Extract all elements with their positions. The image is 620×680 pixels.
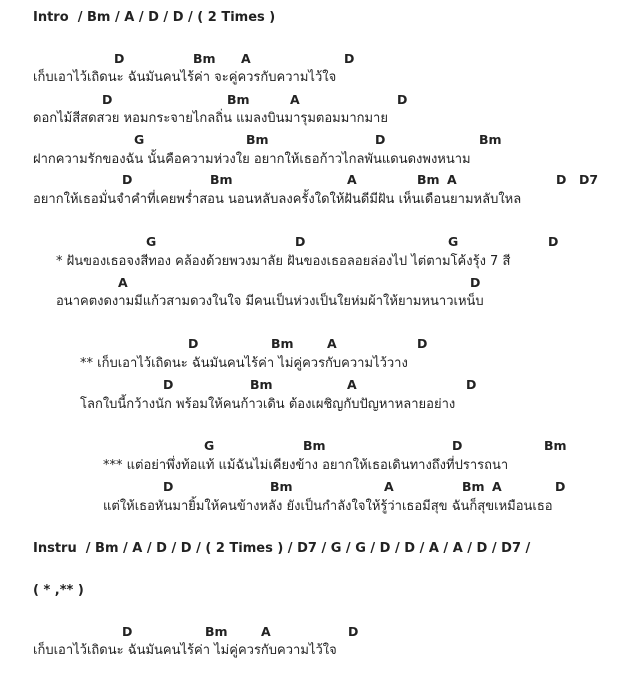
lyric-line: อนาคตงดงามมีแก้วสามดวงในใจ มีคนเป็นห่วงเป็นใยห่มผ้าให้ยามหนาวเหน็บ bbox=[56, 294, 484, 309]
chord: D bbox=[163, 377, 174, 392]
chord: A bbox=[327, 336, 337, 351]
chord: G bbox=[448, 234, 459, 249]
chord: D7 bbox=[579, 172, 599, 187]
chord: D bbox=[344, 51, 355, 66]
chord: Bm bbox=[227, 92, 250, 107]
chord: G bbox=[134, 132, 145, 147]
chord-row bbox=[0, 377, 620, 393]
chord: G bbox=[204, 438, 215, 453]
chord: D bbox=[397, 92, 408, 107]
instru-label: Instru bbox=[33, 541, 77, 556]
lyric-line: โลกใบนี้กว้างนัก พร้อมให้คนก้าวเดิน ต้องเผชิญกับปัญหาหลายอย่าง bbox=[80, 397, 456, 412]
lyric-line: อยากให้เธอมั่นจำคำที่เคยพร่ำสอน นอนหลับลงครั้งใดให้ฝันดีมีฝัน เห็นเดือนยามหลับใหล bbox=[33, 192, 522, 207]
lyric-line: แต่ให้เธอหันมายิ้มให้คนข้างหลัง ยังเป็นกำลังใจให้รู้ว่าเธอมีสุข ฉันก็สุขเหมือนเธอ bbox=[103, 499, 553, 514]
chord-row bbox=[0, 234, 620, 250]
chord-row bbox=[0, 624, 620, 640]
chord: D bbox=[452, 438, 463, 453]
intro-line bbox=[33, 9, 275, 27]
instru-line bbox=[33, 540, 530, 558]
chord: G bbox=[146, 234, 157, 249]
chord: D bbox=[417, 336, 428, 351]
lyric-line: *** แต่อย่าพึ่งท้อแท้ แม้ฉันไม่เคียงข้าง อยากให้เธอเดินทางถึงที่ปรารถนา bbox=[103, 458, 509, 473]
chord: Bm bbox=[544, 438, 567, 453]
chord: A bbox=[347, 377, 357, 392]
chord: D bbox=[348, 624, 359, 639]
chord-row bbox=[0, 336, 620, 352]
chord-row bbox=[0, 479, 620, 495]
chord: A bbox=[290, 92, 300, 107]
intro-label: Intro bbox=[33, 10, 69, 25]
chord: Bm bbox=[205, 624, 228, 639]
lyric-line: เก็บเอาไว้เถิดนะ ฉันมันคนไร้ค่า ไม่คู่ควรกับความไว้ใจ bbox=[33, 643, 337, 658]
chord: Bm bbox=[193, 51, 216, 66]
chord: D bbox=[114, 51, 125, 66]
chord: Bm bbox=[270, 479, 293, 494]
chord: A bbox=[492, 479, 502, 494]
chord-row bbox=[0, 275, 620, 291]
chord: A bbox=[118, 275, 128, 290]
repeat-marker: ( * ,** ) bbox=[33, 583, 84, 598]
chord-row bbox=[0, 51, 620, 67]
lyric-line: ฝากความรักของฉัน นั้นคือความห่วงใย อยากให้เธอก้าวไกลพันแดนดงพงหนาม bbox=[33, 152, 471, 167]
instru-progression: / Bm / A / D / D / ( 2 Times ) / D7 / G / G / D / D / A / A / D / D7 / bbox=[85, 541, 531, 556]
chord: A bbox=[447, 172, 457, 187]
chord: D bbox=[466, 377, 477, 392]
chord: D bbox=[122, 624, 133, 639]
chord: Bm bbox=[250, 377, 273, 392]
chord: Bm bbox=[462, 479, 485, 494]
chord-row bbox=[0, 438, 620, 454]
chord: A bbox=[241, 51, 251, 66]
lyric-line: ** เก็บเอาไว้เถิดนะ ฉันมันคนไร้ค่า ไม่คู่ควรกับความไว้วาง bbox=[80, 356, 408, 371]
chord: D bbox=[102, 92, 113, 107]
chord: Bm bbox=[246, 132, 269, 147]
chord: Bm bbox=[303, 438, 326, 453]
chord: D bbox=[548, 234, 559, 249]
chord: Bm bbox=[479, 132, 502, 147]
chord: D bbox=[295, 234, 306, 249]
lyric-line: เก็บเอาไว้เถิดนะ ฉันมันคนไร้ค่า จะคู่ควรกับความไว้ใจ bbox=[33, 70, 337, 85]
chord: D bbox=[470, 275, 481, 290]
chord: Bm bbox=[210, 172, 233, 187]
lyric-line: * ฝันของเธอจงสีทอง คล้องด้วยพวงมาลัย ฝันของเธอลอยล่องไป ไต่ตามโค้งรุ้ง 7 สี bbox=[56, 254, 511, 269]
lyric-line: ดอกไม้สีสดสวย หอมกระจายไกลถิ่น แมลงบินมารุมตอมมากมาย bbox=[33, 111, 388, 126]
chord-row bbox=[0, 92, 620, 108]
chord: D bbox=[188, 336, 199, 351]
chord: Bm bbox=[271, 336, 294, 351]
chord: D bbox=[163, 479, 174, 494]
chord: D bbox=[375, 132, 386, 147]
chord: D bbox=[122, 172, 133, 187]
chord: D bbox=[555, 479, 566, 494]
chord: A bbox=[384, 479, 394, 494]
chord-row bbox=[0, 172, 620, 188]
chord-row bbox=[0, 132, 620, 148]
chord: A bbox=[347, 172, 357, 187]
intro-progression: / Bm / A / D / D / ( 2 Times ) bbox=[77, 10, 276, 25]
chord: D bbox=[556, 172, 567, 187]
chord: A bbox=[261, 624, 271, 639]
chord: Bm bbox=[417, 172, 440, 187]
